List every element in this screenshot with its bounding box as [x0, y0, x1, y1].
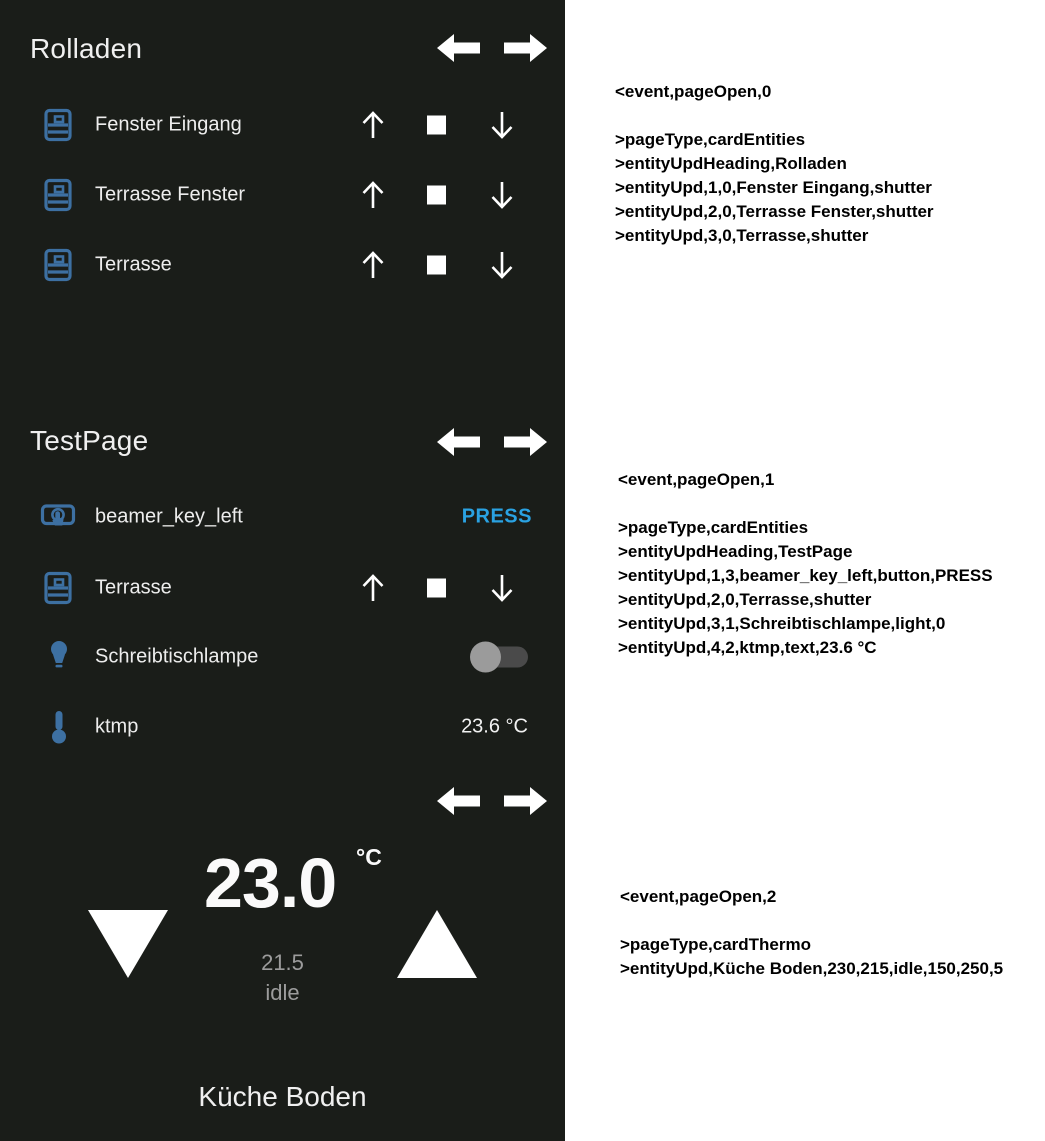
entity-label: Fenster Eingang — [95, 113, 242, 136]
protocol-line: >entityUpd,2,0,Terrasse,shutter — [618, 590, 872, 609]
arrow-left-icon — [437, 786, 480, 816]
window-shutter-icon — [44, 178, 72, 212]
nav-next-button[interactable] — [504, 33, 547, 63]
protocol-line: >entityUpdHeading,TestPage — [618, 542, 853, 561]
hvac-state: idle — [265, 980, 300, 1005]
entity-label: beamer_key_left — [95, 505, 243, 528]
arrow-down-icon — [489, 110, 515, 140]
protocol-section-page0 — [615, 80, 934, 248]
light-bulb-icon — [46, 639, 72, 675]
arrow-left-icon — [437, 33, 480, 63]
shutter-down-button[interactable] — [489, 180, 515, 210]
protocol-line: >pageType,cardEntities — [615, 130, 806, 149]
arrow-right-icon — [504, 33, 547, 63]
card-entities-testpage — [0, 393, 565, 760]
window-shutter-icon — [44, 571, 72, 605]
toggle-knob — [470, 642, 501, 673]
protocol-line: >entityUpd,1,0,Fenster Eingang,shutter — [615, 178, 932, 197]
shutter-down-button[interactable] — [489, 110, 515, 140]
arrow-down-icon — [489, 573, 515, 603]
entity-row — [0, 635, 565, 679]
protocol-blank-line — [618, 492, 993, 516]
protocol-line: >entityUpd,Küche Boden,230,215,idle,150,250,5 — [620, 959, 1004, 978]
light-toggle[interactable] — [470, 642, 528, 673]
arrow-right-icon — [504, 427, 547, 457]
protocol-blank-line — [620, 909, 1003, 933]
shutter-up-button[interactable] — [360, 250, 386, 280]
nav-next-button[interactable] — [504, 427, 547, 457]
press-button[interactable]: PRESS — [461, 505, 532, 528]
entity-label: Schreibtischlampe — [95, 645, 259, 668]
entity-row — [0, 243, 565, 287]
shutter-stop-button[interactable] — [427, 116, 446, 135]
window-shutter-icon — [44, 108, 72, 142]
protocol-line: >pageType,cardThermo — [620, 935, 811, 954]
entity-row — [0, 173, 565, 217]
window-shutter-icon — [44, 248, 72, 282]
stop-square-icon — [427, 186, 446, 205]
thermostat-name: Küche Boden — [198, 1081, 367, 1112]
protocol-line: >entityUpd,1,3,beamer_key_left,button,PRESS — [618, 566, 993, 585]
temperature-unit: °C — [356, 844, 382, 870]
arrow-left-icon — [437, 427, 480, 457]
entity-label: Terrasse Fenster — [95, 183, 246, 206]
entity-label: ktmp — [95, 715, 139, 738]
arrow-up-icon — [360, 250, 386, 280]
page-navigation — [437, 33, 547, 63]
arrow-up-icon — [360, 110, 386, 140]
stop-square-icon — [427, 579, 446, 598]
entity-label: Terrasse — [95, 576, 172, 599]
arrow-right-icon — [504, 786, 547, 816]
entity-label: Terrasse — [95, 253, 172, 276]
nav-previous-button[interactable] — [437, 786, 480, 816]
page-navigation — [437, 427, 547, 457]
arrow-down-icon — [489, 250, 515, 280]
shutter-stop-button[interactable] — [427, 186, 446, 205]
card-thermo — [0, 760, 565, 1141]
nav-previous-button[interactable] — [437, 427, 480, 457]
protocol-blank-line — [615, 104, 934, 128]
setpoint-temperature: 21.5 — [261, 950, 304, 975]
entity-row — [0, 103, 565, 147]
thermometer-icon — [48, 709, 70, 745]
stop-square-icon — [427, 256, 446, 275]
protocol-line: <event,pageOpen,2 — [620, 887, 777, 906]
protocol-line: >entityUpd,3,0,Terrasse,shutter — [615, 226, 869, 245]
sensor-value: 23.6 °C — [461, 715, 528, 738]
protocol-line: <event,pageOpen,0 — [615, 82, 772, 101]
shutter-stop-button[interactable] — [427, 579, 446, 598]
shutter-down-button[interactable] — [489, 250, 515, 280]
page-title: Rolladen — [30, 33, 143, 64]
protocol-line: >pageType,cardEntities — [618, 518, 809, 537]
protocol-section-page1 — [618, 468, 993, 660]
protocol-line: <event,pageOpen,1 — [618, 470, 775, 489]
shutter-up-button[interactable] — [360, 110, 386, 140]
entity-row — [0, 495, 565, 539]
shutter-up-button[interactable] — [360, 180, 386, 210]
protocol-line: >entityUpd,2,0,Terrasse Fenster,shutter — [615, 202, 934, 221]
protocol-line: >entityUpd,4,2,ktmp,text,23.6 °C — [618, 638, 877, 657]
shutter-stop-button[interactable] — [427, 256, 446, 275]
protocol-section-page2 — [620, 885, 1003, 981]
stop-square-icon — [427, 116, 446, 135]
arrow-up-icon — [360, 180, 386, 210]
card-entities-rolladen — [0, 0, 565, 340]
shutter-down-button[interactable] — [489, 573, 515, 603]
nav-next-button[interactable] — [504, 786, 547, 816]
nav-previous-button[interactable] — [437, 33, 480, 63]
protocol-line: >entityUpdHeading,Rolladen — [615, 154, 847, 173]
gesture-tap-button-icon — [40, 502, 76, 532]
arrow-up-icon — [360, 573, 386, 603]
arrow-down-icon — [489, 180, 515, 210]
current-temperature: 23.0 — [204, 844, 337, 922]
protocol-line: >entityUpd,3,1,Schreibtischlampe,light,0 — [618, 614, 946, 633]
entity-row — [0, 566, 565, 610]
page-title: TestPage — [30, 425, 149, 456]
shutter-up-button[interactable] — [360, 573, 386, 603]
page-navigation — [437, 786, 547, 816]
entity-row — [0, 705, 565, 749]
